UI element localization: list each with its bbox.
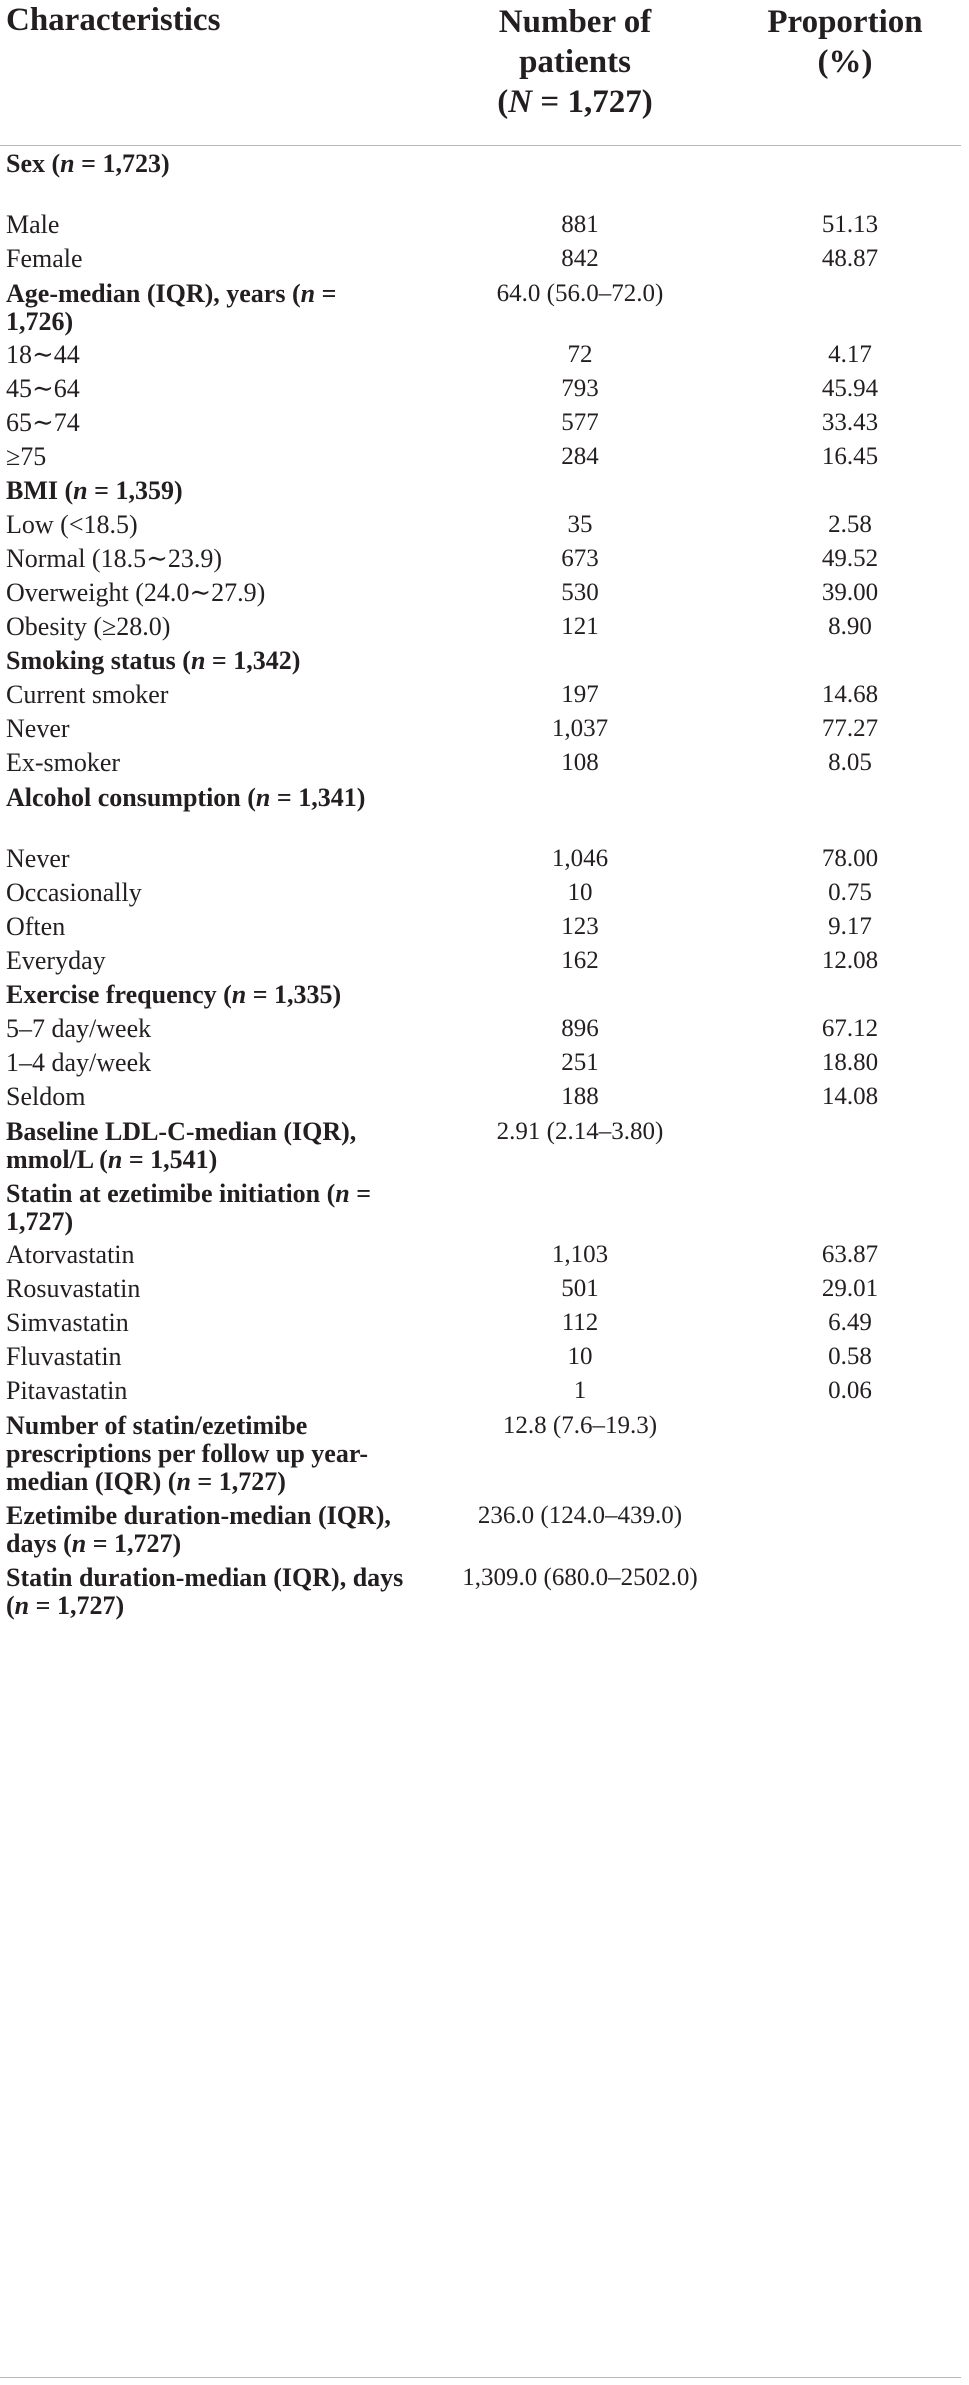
- table-row: [0, 440, 969, 474]
- row-label: 1–4 day/week: [6, 1048, 152, 1077]
- table-row: [0, 1272, 969, 1306]
- table-row: [0, 876, 969, 910]
- row-count: 881: [561, 211, 599, 238]
- row-label: 65∼74: [6, 408, 80, 437]
- table-row: [0, 242, 969, 276]
- row-count: 1,309.0 (680.0–2502.0): [462, 1564, 698, 1591]
- stat-symbol: n: [231, 980, 247, 1009]
- row-proportion: 18.80: [821, 1049, 879, 1076]
- table-row: [0, 910, 969, 944]
- row-label: Rosuvastatin: [6, 1274, 141, 1303]
- row-proportion: 0.58: [828, 1343, 872, 1370]
- row-proportion: 77.27: [821, 715, 879, 742]
- stat-symbol: n: [335, 1179, 350, 1208]
- row-label: 45∼64: [6, 374, 80, 403]
- header-characteristics: Characteristics: [6, 2, 221, 38]
- row-count: 197: [561, 681, 599, 708]
- row-proportion: 6.49: [828, 1309, 872, 1336]
- row-count: 121: [561, 613, 599, 640]
- table-row: [0, 1560, 969, 1622]
- table-row: [0, 1374, 969, 1408]
- stat-symbol: n: [300, 279, 316, 308]
- row-proportion: 8.05: [828, 749, 872, 776]
- row-label: Obesity (≥28.0): [6, 612, 171, 641]
- row-label: Baseline LDL-C-median (IQR), mmol/L (n = 1,541): [6, 1117, 357, 1174]
- stat-symbol: n: [14, 1591, 30, 1620]
- stat-symbol: n: [73, 476, 88, 505]
- table-row: [0, 372, 969, 406]
- stat-symbol: n: [107, 1145, 123, 1174]
- row-label: Low (<18.5): [6, 510, 138, 539]
- row-count: 501: [561, 1275, 599, 1302]
- table-row: [0, 208, 969, 242]
- row-proportion: 39.00: [821, 579, 879, 606]
- table-row: [0, 842, 969, 876]
- row-count: 1,103: [551, 1241, 609, 1268]
- row-label: Sex (n = 1,723): [6, 149, 170, 178]
- row-count: 12.8 (7.6–19.3): [502, 1412, 658, 1439]
- header-number-line2: patients: [519, 44, 631, 80]
- table-row: [0, 146, 969, 208]
- row-count: 577: [561, 409, 599, 436]
- table-header: [0, 0, 969, 146]
- row-label: Current smoker: [6, 680, 169, 709]
- row-count: 673: [561, 545, 599, 572]
- stat-symbol: n: [71, 1529, 87, 1558]
- row-label: Statin at ezetimibe initiation (n = 1,727): [6, 1179, 372, 1236]
- row-label: ≥75: [6, 442, 47, 471]
- row-count: 112: [561, 1309, 599, 1336]
- stat-symbol: n: [255, 783, 271, 812]
- row-count: 236.0 (124.0–439.0): [477, 1502, 683, 1529]
- table-row: [0, 780, 969, 842]
- row-label: Simvastatin: [6, 1308, 129, 1337]
- row-label: Ezetimibe duration-median (IQR), days (n = 1,727): [6, 1501, 391, 1558]
- row-proportion: 33.43: [821, 409, 879, 436]
- table-row: [0, 978, 969, 1012]
- header-proportion-line1: Proportion: [767, 4, 923, 40]
- header-proportion-line2: (%): [817, 44, 873, 80]
- table-row: [0, 678, 969, 712]
- bottom-rule: [0, 2377, 961, 2378]
- row-count: 842: [561, 245, 599, 272]
- stat-symbol: n: [176, 1467, 191, 1496]
- row-proportion: 63.87: [821, 1241, 879, 1268]
- row-label: Age-median (IQR), years (n = 1,726): [6, 279, 337, 336]
- table-row: [0, 576, 969, 610]
- row-label: Fluvastatin: [6, 1342, 122, 1371]
- row-label: Smoking status (n = 1,342): [6, 646, 301, 675]
- table-row: [0, 610, 969, 644]
- row-proportion: 14.08: [821, 1083, 879, 1110]
- table-row: [0, 1012, 969, 1046]
- row-label: Male: [6, 210, 60, 239]
- row-proportion: 49.52: [821, 545, 879, 572]
- row-proportion: 16.45: [821, 443, 879, 470]
- row-proportion: 2.58: [828, 511, 872, 538]
- header-proportion: [720, 2, 969, 82]
- stat-symbol: n: [60, 149, 75, 178]
- table-row: [0, 746, 969, 780]
- row-count: 1,037: [551, 715, 609, 742]
- table-row: [0, 542, 969, 576]
- row-label: Everyday: [6, 946, 106, 975]
- row-label: Atorvastatin: [6, 1240, 135, 1269]
- row-proportion: 67.12: [821, 1015, 879, 1042]
- row-label: BMI (n = 1,359): [6, 476, 183, 505]
- row-proportion: 9.17: [828, 913, 872, 940]
- row-count: 123: [561, 913, 599, 940]
- row-count: 10: [567, 879, 593, 906]
- row-label: Seldom: [6, 1082, 86, 1111]
- table-row: [0, 1176, 969, 1238]
- row-label: Never: [6, 844, 70, 873]
- row-proportion: 51.13: [821, 211, 879, 238]
- row-count: 530: [561, 579, 599, 606]
- header-number-line1: Number of: [498, 4, 652, 40]
- table-row: [0, 644, 969, 678]
- row-label: Number of statin/ezetimibe prescriptions per follow up year-median (IQR) (n = 1,727): [6, 1411, 369, 1496]
- row-count: 793: [561, 375, 599, 402]
- stat-symbol: n: [190, 646, 206, 675]
- table-row: [0, 944, 969, 978]
- table-row: [0, 1238, 969, 1272]
- table-row: [0, 508, 969, 542]
- row-count: 72: [567, 341, 593, 368]
- table-row: [0, 1046, 969, 1080]
- row-label: Pitavastatin: [6, 1376, 128, 1405]
- table-body: [0, 146, 969, 1622]
- table-row: [0, 712, 969, 746]
- row-count: 1,046: [551, 845, 609, 872]
- row-proportion: 12.08: [821, 947, 879, 974]
- row-count: 108: [561, 749, 599, 776]
- row-count: 162: [561, 947, 599, 974]
- row-proportion: 45.94: [821, 375, 879, 402]
- row-count: 896: [561, 1015, 599, 1042]
- row-proportion: 29.01: [821, 1275, 879, 1302]
- row-proportion: 8.90: [828, 613, 872, 640]
- row-proportion: 4.17: [828, 341, 872, 368]
- row-label: Ex-smoker: [6, 748, 121, 777]
- row-count: 284: [561, 443, 599, 470]
- row-label: 18∼44: [6, 340, 80, 369]
- row-proportion: 0.75: [828, 879, 872, 906]
- row-count: 1: [573, 1377, 587, 1404]
- stat-symbol: N: [508, 84, 533, 120]
- row-count: 35: [567, 511, 593, 538]
- row-count: 188: [561, 1083, 599, 1110]
- row-count: 2.91 (2.14–3.80): [496, 1118, 664, 1145]
- table-row: [0, 1340, 969, 1374]
- row-label: Occasionally: [6, 878, 142, 907]
- table-row: [0, 1306, 969, 1340]
- row-count: 64.0 (56.0–72.0): [496, 280, 664, 307]
- row-proportion: 78.00: [821, 845, 879, 872]
- row-label: Overweight (24.0∼27.9): [6, 578, 266, 607]
- table-row: [0, 1114, 969, 1176]
- row-count: 251: [561, 1049, 599, 1076]
- row-label: Exercise frequency (n = 1,335): [6, 980, 342, 1009]
- table-row: [0, 338, 969, 372]
- table-row: [0, 1080, 969, 1114]
- row-label: Never: [6, 714, 70, 743]
- row-label: Statin duration-median (IQR), days (n = 1,727): [6, 1563, 404, 1620]
- row-proportion: 14.68: [821, 681, 879, 708]
- row-label: Alcohol consumption (n = 1,341): [6, 783, 366, 812]
- row-label: 5–7 day/week: [6, 1014, 152, 1043]
- row-proportion: 48.87: [821, 245, 879, 272]
- table-row: [0, 1408, 969, 1498]
- header-number-line3: (N = 1,727): [497, 84, 653, 120]
- header-number-of-patients: [440, 2, 710, 122]
- row-label: Normal (18.5∼23.9): [6, 544, 223, 573]
- row-count: 10: [567, 1343, 593, 1370]
- row-label: Often: [6, 912, 66, 941]
- table-row: [0, 276, 969, 338]
- row-proportion: 0.06: [828, 1377, 872, 1404]
- row-label: Female: [6, 244, 83, 273]
- table-row: [0, 1498, 969, 1560]
- table-row: [0, 406, 969, 440]
- table-row: [0, 474, 969, 508]
